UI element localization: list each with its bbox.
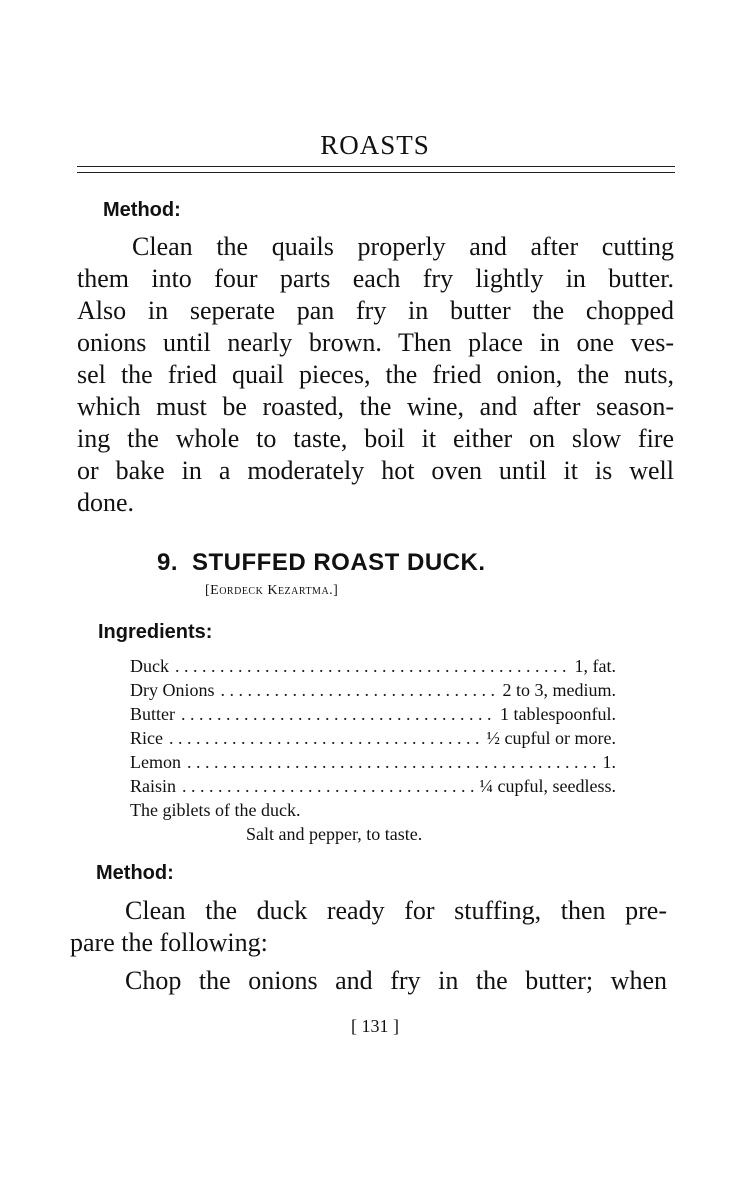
paragraph-line: onions until nearly brown. Then place in one ves- [77,328,674,357]
ingredient-row [130,726,616,750]
ingredients-label: Ingredients: [98,621,213,643]
ingredient-qty: ½ cupful or more. [486,728,616,748]
dot-leader [187,750,597,774]
method-paragraph [70,895,667,959]
ingredient-name: Butter [130,704,175,724]
ingredient-qty: ¼ cupful, seedless. [479,776,616,796]
paragraph-line: Clean the quails properly and after cutting [132,232,674,261]
method-paragraph [70,965,667,997]
ingredient-qty: 1, fat. [574,656,616,676]
ingredient-name: Lemon [130,752,181,772]
dot-leader [175,654,569,678]
ingredient-row [130,702,616,726]
paragraph-line: sel the fried quail pieces, the fried onion, the nuts, [77,360,674,389]
page-number: [ 131 ] [351,1016,399,1036]
paragraph-line: Also in seperate pan fry in butter the chopped [77,296,674,325]
dot-leader [169,726,481,750]
ingredient-row [130,678,616,702]
ingredient-name: Duck [130,656,169,676]
seasoning-note: Salt and pepper, to taste. [246,824,423,844]
ingredient-note: The giblets of the duck. [130,800,301,820]
paragraph-line: Chop the onions and fry in the butter; when [125,966,667,995]
running-header: ROASTS [320,130,430,160]
recipe-name: STUFFED ROAST DUCK. [192,549,486,576]
recipe-subtitle: [Eordeck Kezartma.] [205,583,339,598]
method-label: Method: [103,199,181,221]
paragraph-line: ing the whole to taste, boil it either on slow fire [77,424,674,453]
paragraph-line: Clean the duck ready for stuffing, then pre- [125,896,667,925]
ingredient-row [130,750,616,774]
paragraph-line: pare the following: [70,928,268,957]
header-rule-thick [77,166,675,167]
paragraph-line: which must be roasted, the wine, and after season- [77,392,674,421]
ingredients-list [130,654,616,846]
paragraph-line: them into four parts each fry lightly in butter. [77,264,674,293]
dot-leader [181,702,494,726]
header-rule-thin [77,172,675,173]
ingredient-name: Dry Onions [130,680,215,700]
ingredient-qty: 2 to 3, medium. [502,680,616,700]
method-paragraph [77,231,674,519]
recipe-number: 9. [157,549,179,576]
dot-leader [182,774,474,798]
paragraph-line: or bake in a moderately hot oven until it is well [77,456,674,485]
ingredient-qty: 1 tablespoonful. [500,704,616,724]
recipe-title [157,549,486,577]
ingredient-row [130,654,616,678]
method-label: Method: [96,862,174,884]
ingredient-name: Rice [130,728,163,748]
ingredient-qty: 1. [602,752,616,772]
paragraph-line: done. [77,488,135,517]
ingredient-name: Raisin [130,776,177,796]
ingredient-row [130,774,616,798]
dot-leader [221,678,497,702]
